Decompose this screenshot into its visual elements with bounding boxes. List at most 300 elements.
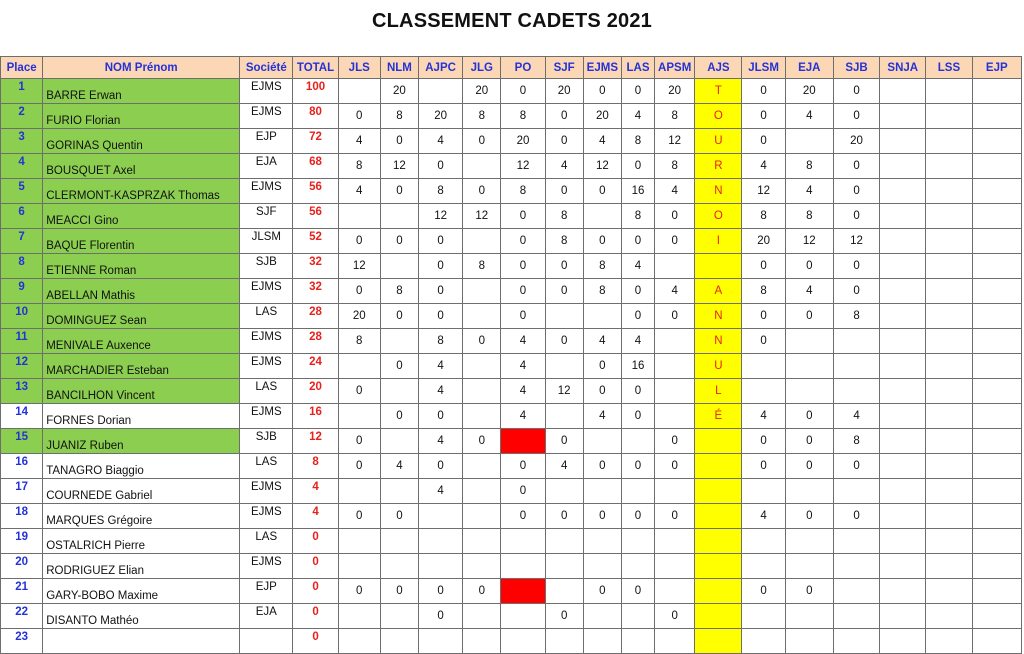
score-cell: 0 <box>338 429 380 454</box>
score-cell <box>972 504 1021 529</box>
score-cell: 0 <box>833 204 879 229</box>
score-cell <box>742 629 785 654</box>
score-cell: 8 <box>785 204 833 229</box>
score-cell: 0 <box>419 229 463 254</box>
score-cell: 0 <box>338 579 380 604</box>
score-cell <box>785 354 833 379</box>
score-cell <box>926 354 972 379</box>
total-cell: 24 <box>293 354 338 379</box>
score-cell: 0 <box>833 504 879 529</box>
score-cell <box>972 329 1021 354</box>
score-cell <box>926 604 972 629</box>
score-cell <box>695 604 742 629</box>
score-cell <box>926 454 972 479</box>
score-cell: 0 <box>621 279 654 304</box>
score-cell: 0 <box>380 504 418 529</box>
table-row <box>1 504 1022 529</box>
club-cell: EJP <box>240 129 293 154</box>
page-title: CLASSEMENT CADETS 2021 <box>371 10 652 32</box>
place-cell: 3 <box>1 129 43 154</box>
score-cell: 4 <box>501 404 545 429</box>
score-cell <box>926 104 972 129</box>
score-cell: 0 <box>655 204 695 229</box>
table-row <box>1 579 1022 604</box>
score-cell <box>621 479 654 504</box>
score-cell <box>880 479 926 504</box>
column-header: SJF <box>545 57 583 79</box>
score-cell: 0 <box>785 429 833 454</box>
score-cell: 0 <box>655 504 695 529</box>
place-cell: 4 <box>1 154 43 179</box>
score-cell: 20 <box>501 129 545 154</box>
total-cell: 68 <box>293 154 338 179</box>
score-cell <box>338 554 380 579</box>
score-cell <box>501 529 545 554</box>
place-cell: 15 <box>1 429 43 454</box>
score-cell: U <box>695 129 742 154</box>
score-cell <box>583 529 621 554</box>
score-cell: 0 <box>833 154 879 179</box>
score-cell <box>880 529 926 554</box>
place-cell: 18 <box>1 504 43 529</box>
score-cell <box>880 79 926 104</box>
score-cell: 4 <box>742 154 785 179</box>
score-cell <box>880 104 926 129</box>
column-header: EJP <box>972 57 1021 79</box>
score-cell <box>463 229 501 254</box>
place-cell: 22 <box>1 604 43 629</box>
score-cell: 0 <box>338 504 380 529</box>
score-cell: 4 <box>338 129 380 154</box>
score-cell <box>338 529 380 554</box>
column-header: JLG <box>463 57 501 79</box>
score-cell <box>972 379 1021 404</box>
score-cell: 0 <box>833 254 879 279</box>
name-cell: MARCHADIER Esteban <box>43 354 240 379</box>
score-cell: 20 <box>583 104 621 129</box>
name-cell: CLERMONT-KASPRZAK Thomas <box>43 179 240 204</box>
score-cell <box>583 204 621 229</box>
place-cell: 17 <box>1 479 43 504</box>
score-cell <box>972 554 1021 579</box>
column-header: TOTAL <box>293 57 338 79</box>
score-cell: 0 <box>380 579 418 604</box>
score-cell: 0 <box>785 579 833 604</box>
total-cell: 4 <box>293 504 338 529</box>
name-cell: JUANIZ Ruben <box>43 429 240 454</box>
name-cell: DOMINGUEZ Sean <box>43 304 240 329</box>
table-row <box>1 379 1022 404</box>
score-cell <box>338 404 380 429</box>
score-cell: 4 <box>419 429 463 454</box>
club-cell: EJMS <box>240 79 293 104</box>
score-cell <box>972 179 1021 204</box>
score-cell <box>833 629 879 654</box>
score-cell: 20 <box>833 129 879 154</box>
score-cell: 12 <box>742 179 785 204</box>
table-row <box>1 279 1022 304</box>
score-cell: N <box>695 179 742 204</box>
score-cell <box>785 379 833 404</box>
score-cell <box>880 304 926 329</box>
club-cell: EJMS <box>240 104 293 129</box>
score-cell <box>655 479 695 504</box>
score-cell <box>880 554 926 579</box>
score-cell: 4 <box>655 279 695 304</box>
name-cell: FURIO Florian <box>43 104 240 129</box>
score-cell: 0 <box>742 254 785 279</box>
score-cell: 0 <box>583 504 621 529</box>
score-cell: 0 <box>833 104 879 129</box>
score-cell: 0 <box>380 354 418 379</box>
total-cell: 4 <box>293 479 338 504</box>
score-cell <box>419 554 463 579</box>
score-cell: 8 <box>338 154 380 179</box>
score-cell <box>463 404 501 429</box>
score-cell <box>880 379 926 404</box>
club-cell: EJA <box>240 604 293 629</box>
score-cell: 0 <box>338 379 380 404</box>
total-cell: 72 <box>293 129 338 154</box>
score-cell <box>926 154 972 179</box>
score-cell: 4 <box>419 479 463 504</box>
column-header: Place <box>1 57 43 79</box>
score-cell <box>742 529 785 554</box>
score-cell <box>972 279 1021 304</box>
score-cell: 4 <box>419 379 463 404</box>
score-cell: 12 <box>501 154 545 179</box>
total-cell: 28 <box>293 329 338 354</box>
club-cell: EJP <box>240 579 293 604</box>
score-cell <box>545 479 583 504</box>
score-cell <box>380 329 418 354</box>
score-cell <box>972 79 1021 104</box>
column-header: APSM <box>655 57 695 79</box>
score-cell: 0 <box>833 454 879 479</box>
score-cell: 20 <box>785 79 833 104</box>
score-cell: 0 <box>338 454 380 479</box>
score-cell: 20 <box>742 229 785 254</box>
club-cell: EJMS <box>240 404 293 429</box>
score-cell: 4 <box>380 454 418 479</box>
score-cell <box>419 504 463 529</box>
place-cell: 12 <box>1 354 43 379</box>
score-cell: 20 <box>380 79 418 104</box>
score-cell: 0 <box>380 129 418 154</box>
score-cell: 0 <box>621 379 654 404</box>
score-cell: 0 <box>742 329 785 354</box>
score-cell: 12 <box>833 229 879 254</box>
score-cell <box>926 79 972 104</box>
score-cell <box>380 204 418 229</box>
name-cell: TANAGRO Biaggio <box>43 454 240 479</box>
score-cell <box>695 479 742 504</box>
name-cell: DISANTO Mathéo <box>43 604 240 629</box>
score-cell <box>655 254 695 279</box>
score-cell: 0 <box>545 329 583 354</box>
total-cell: 32 <box>293 254 338 279</box>
score-cell <box>695 429 742 454</box>
score-cell <box>880 454 926 479</box>
score-cell <box>380 429 418 454</box>
score-cell: 8 <box>419 329 463 354</box>
score-cell: 8 <box>621 129 654 154</box>
club-cell <box>240 629 293 654</box>
name-cell: MEACCI Gino <box>43 204 240 229</box>
score-cell <box>695 529 742 554</box>
score-cell: 0 <box>419 404 463 429</box>
score-cell: 0 <box>742 304 785 329</box>
score-cell: 8 <box>545 204 583 229</box>
score-cell <box>972 354 1021 379</box>
score-cell: I <box>695 229 742 254</box>
score-cell: 0 <box>501 304 545 329</box>
score-cell <box>972 254 1021 279</box>
score-cell: 4 <box>785 279 833 304</box>
score-cell <box>972 429 1021 454</box>
score-cell <box>833 479 879 504</box>
score-cell: 0 <box>463 579 501 604</box>
score-cell: N <box>695 329 742 354</box>
score-cell: 0 <box>621 504 654 529</box>
score-cell <box>621 604 654 629</box>
name-cell: FORNES Dorian <box>43 404 240 429</box>
score-cell: 4 <box>583 129 621 154</box>
score-cell <box>545 304 583 329</box>
table-row <box>1 129 1022 154</box>
score-cell: 16 <box>621 179 654 204</box>
score-cell <box>419 629 463 654</box>
score-cell: 8 <box>742 204 785 229</box>
score-cell <box>972 104 1021 129</box>
score-cell: 0 <box>583 354 621 379</box>
score-cell <box>926 179 972 204</box>
score-cell: 4 <box>785 104 833 129</box>
total-cell: 52 <box>293 229 338 254</box>
score-cell <box>338 479 380 504</box>
score-cell <box>785 554 833 579</box>
table-row <box>1 154 1022 179</box>
score-cell <box>655 554 695 579</box>
score-cell <box>972 304 1021 329</box>
total-cell: 100 <box>293 79 338 104</box>
score-cell <box>785 529 833 554</box>
score-cell <box>926 629 972 654</box>
score-cell <box>463 504 501 529</box>
score-cell <box>785 129 833 154</box>
score-cell <box>419 79 463 104</box>
score-cell <box>501 629 545 654</box>
column-header: PO <box>501 57 545 79</box>
score-cell <box>338 604 380 629</box>
score-cell: 4 <box>583 329 621 354</box>
score-cell: 8 <box>380 104 418 129</box>
score-cell: 0 <box>785 404 833 429</box>
score-cell: R <box>695 154 742 179</box>
name-cell: BANCILHON Vincent <box>43 379 240 404</box>
score-cell: 8 <box>501 104 545 129</box>
club-cell: EJMS <box>240 554 293 579</box>
score-cell: 4 <box>583 404 621 429</box>
table-row <box>1 229 1022 254</box>
score-cell <box>785 604 833 629</box>
score-cell: 12 <box>338 254 380 279</box>
score-cell: 0 <box>338 229 380 254</box>
score-cell: 8 <box>338 329 380 354</box>
score-cell: 0 <box>419 304 463 329</box>
score-cell <box>833 354 879 379</box>
table-row <box>1 479 1022 504</box>
score-cell <box>742 554 785 579</box>
table-row <box>1 404 1022 429</box>
score-cell: U <box>695 354 742 379</box>
column-header: SJB <box>833 57 879 79</box>
total-cell: 28 <box>293 304 338 329</box>
place-cell: 19 <box>1 529 43 554</box>
score-cell: 8 <box>785 154 833 179</box>
score-cell <box>742 354 785 379</box>
score-cell: 12 <box>380 154 418 179</box>
club-cell: EJMS <box>240 504 293 529</box>
score-cell: 20 <box>419 104 463 129</box>
score-cell <box>695 554 742 579</box>
score-cell <box>338 79 380 104</box>
score-cell: 0 <box>463 179 501 204</box>
score-cell: 0 <box>655 604 695 629</box>
score-cell <box>583 479 621 504</box>
score-cell <box>880 229 926 254</box>
score-cell: 4 <box>621 329 654 354</box>
score-cell <box>926 404 972 429</box>
score-cell: 8 <box>833 429 879 454</box>
score-cell: 0 <box>545 429 583 454</box>
score-cell <box>621 529 654 554</box>
place-cell: 21 <box>1 579 43 604</box>
score-cell <box>972 204 1021 229</box>
score-cell <box>972 579 1021 604</box>
score-cell: 0 <box>833 179 879 204</box>
total-cell: 56 <box>293 179 338 204</box>
table-row <box>1 454 1022 479</box>
score-cell: 0 <box>501 479 545 504</box>
score-cell <box>742 379 785 404</box>
score-cell: 4 <box>501 379 545 404</box>
score-cell: 0 <box>501 279 545 304</box>
score-cell <box>926 229 972 254</box>
score-cell: 8 <box>621 204 654 229</box>
table-row <box>1 329 1022 354</box>
score-cell <box>972 154 1021 179</box>
score-cell: 4 <box>833 404 879 429</box>
score-cell: 4 <box>338 179 380 204</box>
score-cell <box>545 554 583 579</box>
total-cell: 80 <box>293 104 338 129</box>
score-cell: 0 <box>501 204 545 229</box>
score-cell <box>972 629 1021 654</box>
score-cell: 0 <box>833 279 879 304</box>
score-cell <box>926 204 972 229</box>
club-cell: EJA <box>240 154 293 179</box>
score-cell: 8 <box>742 279 785 304</box>
score-cell: 4 <box>501 354 545 379</box>
score-cell <box>463 629 501 654</box>
score-cell <box>380 604 418 629</box>
score-cell <box>926 529 972 554</box>
score-cell <box>926 429 972 454</box>
score-cell: 0 <box>419 604 463 629</box>
score-cell <box>880 179 926 204</box>
score-cell <box>972 529 1021 554</box>
score-cell <box>380 379 418 404</box>
column-header: Société <box>240 57 293 79</box>
score-cell <box>583 554 621 579</box>
score-cell: 12 <box>583 154 621 179</box>
score-cell: 8 <box>583 254 621 279</box>
score-cell: 8 <box>545 229 583 254</box>
header-row <box>1 57 1022 79</box>
score-cell: 8 <box>419 179 463 204</box>
score-cell <box>463 304 501 329</box>
table-row <box>1 104 1022 129</box>
score-cell <box>501 554 545 579</box>
column-header: JLS <box>338 57 380 79</box>
score-cell <box>833 554 879 579</box>
score-cell: 4 <box>621 254 654 279</box>
score-cell <box>583 429 621 454</box>
place-cell: 7 <box>1 229 43 254</box>
total-cell: 0 <box>293 629 338 654</box>
score-cell <box>880 604 926 629</box>
column-header: SNJA <box>880 57 926 79</box>
place-cell: 9 <box>1 279 43 304</box>
column-header: LSS <box>926 57 972 79</box>
score-cell: 0 <box>785 454 833 479</box>
score-cell <box>880 279 926 304</box>
score-cell <box>926 379 972 404</box>
table-row <box>1 429 1022 454</box>
table-row <box>1 629 1022 654</box>
score-cell: 0 <box>583 179 621 204</box>
score-cell: 0 <box>655 454 695 479</box>
score-cell: 0 <box>545 504 583 529</box>
score-cell <box>501 429 545 454</box>
total-cell: 0 <box>293 554 338 579</box>
score-cell <box>972 479 1021 504</box>
score-cell: 0 <box>463 329 501 354</box>
name-cell: BARRE Erwan <box>43 79 240 104</box>
score-cell: 0 <box>655 229 695 254</box>
score-cell: 4 <box>785 179 833 204</box>
score-cell <box>695 579 742 604</box>
table-row <box>1 304 1022 329</box>
score-cell: A <box>695 279 742 304</box>
score-cell <box>972 454 1021 479</box>
score-cell: 0 <box>655 304 695 329</box>
column-header: NLM <box>380 57 418 79</box>
score-cell <box>926 579 972 604</box>
score-cell: 0 <box>338 104 380 129</box>
score-cell <box>380 529 418 554</box>
score-cell <box>621 554 654 579</box>
table-row <box>1 254 1022 279</box>
score-cell: N <box>695 304 742 329</box>
score-cell: 0 <box>463 429 501 454</box>
table-row <box>1 554 1022 579</box>
total-cell: 8 <box>293 454 338 479</box>
total-cell: 0 <box>293 604 338 629</box>
score-cell: 0 <box>501 504 545 529</box>
score-cell: 20 <box>545 79 583 104</box>
